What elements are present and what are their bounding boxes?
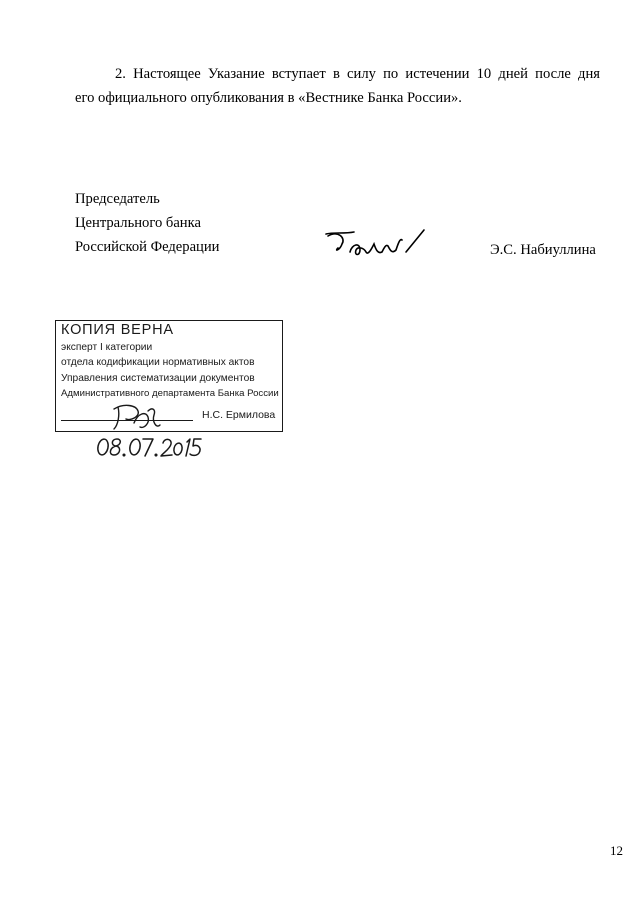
signer-name: Э.С. Набиуллина bbox=[490, 242, 596, 258]
signatory-title-line-3: Российской Федерации bbox=[75, 239, 220, 255]
stamp-name: Н.С. Ермилова bbox=[202, 409, 276, 421]
stamp-line-2: отдела кодификации нормативных актов bbox=[61, 357, 255, 368]
signatory-title-line-1: Председатель bbox=[75, 191, 160, 207]
signatory-title bbox=[75, 187, 220, 259]
certified-copy-stamp bbox=[55, 320, 283, 432]
paragraph-line-2: его официального опубликования в «Вестнике Банка России». bbox=[75, 90, 462, 106]
page-number: 12 bbox=[610, 843, 623, 858]
handwritten-date bbox=[95, 434, 205, 460]
paragraph-2 bbox=[75, 62, 600, 110]
handwritten-signature-icon bbox=[320, 222, 430, 264]
stamp-line-1: эксперт I категории bbox=[61, 342, 153, 353]
stamp-signature-icon bbox=[108, 399, 168, 433]
stamp-title: КОПИЯ ВЕРНА bbox=[61, 322, 174, 338]
paragraph-line-1: 2. Настоящее Указание вступает в силу по истечении 10 дней после дня bbox=[115, 66, 600, 82]
stamp-line-3: Управления систематизации документов bbox=[61, 373, 255, 384]
stamp-line-4: Административного департамента Банка России bbox=[61, 388, 279, 399]
signatory-title-line-2: Центрального банка bbox=[75, 215, 201, 231]
